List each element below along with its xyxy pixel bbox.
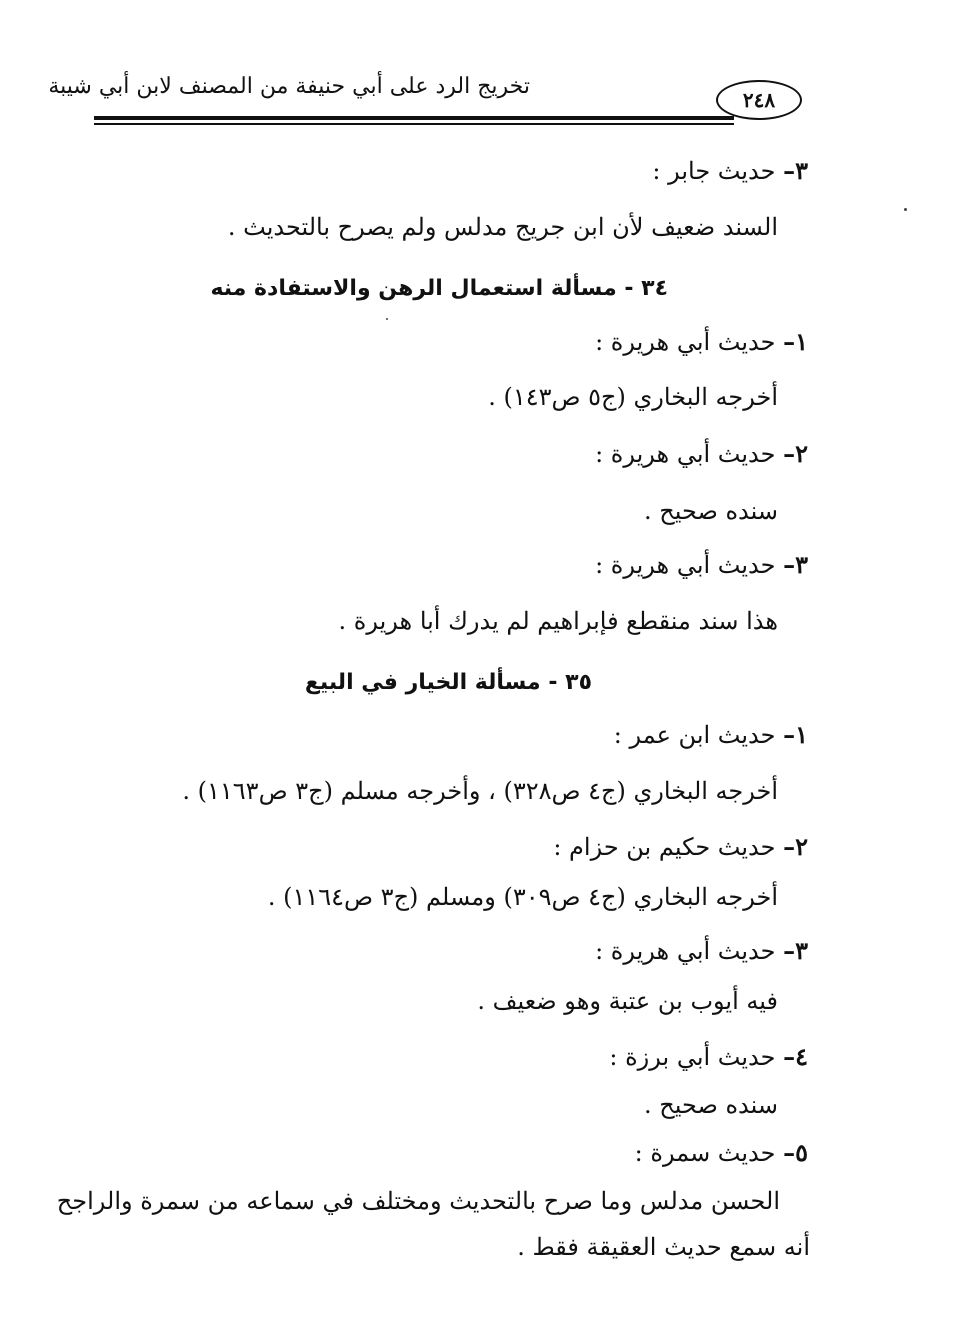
hadith-heading — [595, 934, 808, 968]
item-number: ٢– — [783, 439, 808, 468]
item-number: ٥– — [783, 1138, 808, 1167]
header-rule-thin — [94, 123, 734, 125]
item-number: ٣– — [783, 550, 808, 579]
item-number: ١– — [783, 327, 808, 356]
body-text: فيه أيوب بن عتبة وهو ضعيف . — [477, 987, 778, 1015]
hadith-heading — [595, 548, 808, 582]
hadith-heading — [614, 718, 808, 752]
hadith-heading — [635, 1136, 808, 1170]
hadith-heading — [595, 325, 808, 359]
page-header — [48, 62, 810, 132]
hadith-heading — [652, 154, 808, 188]
body-text: الحسن مدلس وما صرح بالتحديث ومختلف في سماعه من سمرة والراجح — [56, 1187, 780, 1215]
section-heading: ٣٥ - مسألة الخيار في البيع — [304, 670, 592, 695]
hadith-title: حديث جابر : — [652, 157, 784, 185]
hadith-heading — [553, 830, 808, 864]
body-text: سنده صحيح . — [643, 1091, 778, 1119]
hadith-title: حديث ابن عمر : — [613, 721, 784, 749]
hadith-title: حديث حكيم بن حزام : — [553, 833, 784, 861]
hadith-title: حديث أبي هريرة : — [595, 328, 784, 356]
page-number: ٢٤٨ — [716, 80, 802, 120]
hadith-title: حديث أبي هريرة : — [595, 937, 784, 965]
body-text: أخرجه البخاري (ج٥ ص١٤٣) . — [488, 383, 778, 411]
hadith-heading — [595, 437, 808, 471]
running-title: تخريج الرد على أبي حنيفة من المصنف لابن أبي شيبة — [48, 74, 530, 99]
hadith-title: حديث أبي هريرة : — [595, 440, 784, 468]
body-text: أخرجه البخاري (ج٤ ص٣٠٩) ومسلم (ج٣ ص١١٦٤) . — [267, 883, 778, 911]
item-number: ٣– — [783, 936, 808, 965]
body-text: أخرجه البخاري (ج٤ ص٣٢٨) ، وأخرجه مسلم (ج٣ ص١١٦٣) . — [182, 777, 778, 805]
item-number: ٣– — [783, 156, 808, 185]
hadith-heading — [609, 1040, 808, 1074]
body-text: أنه سمع حديث العقيقة فقط . — [517, 1233, 810, 1261]
hadith-title: حديث أبي برزة : — [609, 1043, 784, 1071]
hadith-title: حديث سمرة : — [634, 1139, 784, 1167]
item-number: ٢– — [783, 832, 808, 861]
header-rule-thick — [94, 116, 734, 120]
section-heading: ٣٤ - مسألة استعمال الرهن والاستفادة منه — [210, 276, 668, 301]
body-text: السند ضعيف لأن ابن جريج مدلس ولم يصرح بالتحديث . — [227, 213, 778, 241]
body-text: سنده صحيح . — [643, 497, 778, 525]
body-text: هذا سند منقطع فإبراهيم لم يدرك أبا هريرة . — [338, 607, 778, 635]
scan-speck — [386, 318, 388, 320]
item-number: ١– — [783, 720, 808, 749]
scan-speck — [904, 208, 907, 211]
hadith-title: حديث أبي هريرة : — [595, 551, 784, 579]
item-number: ٤– — [783, 1042, 808, 1071]
